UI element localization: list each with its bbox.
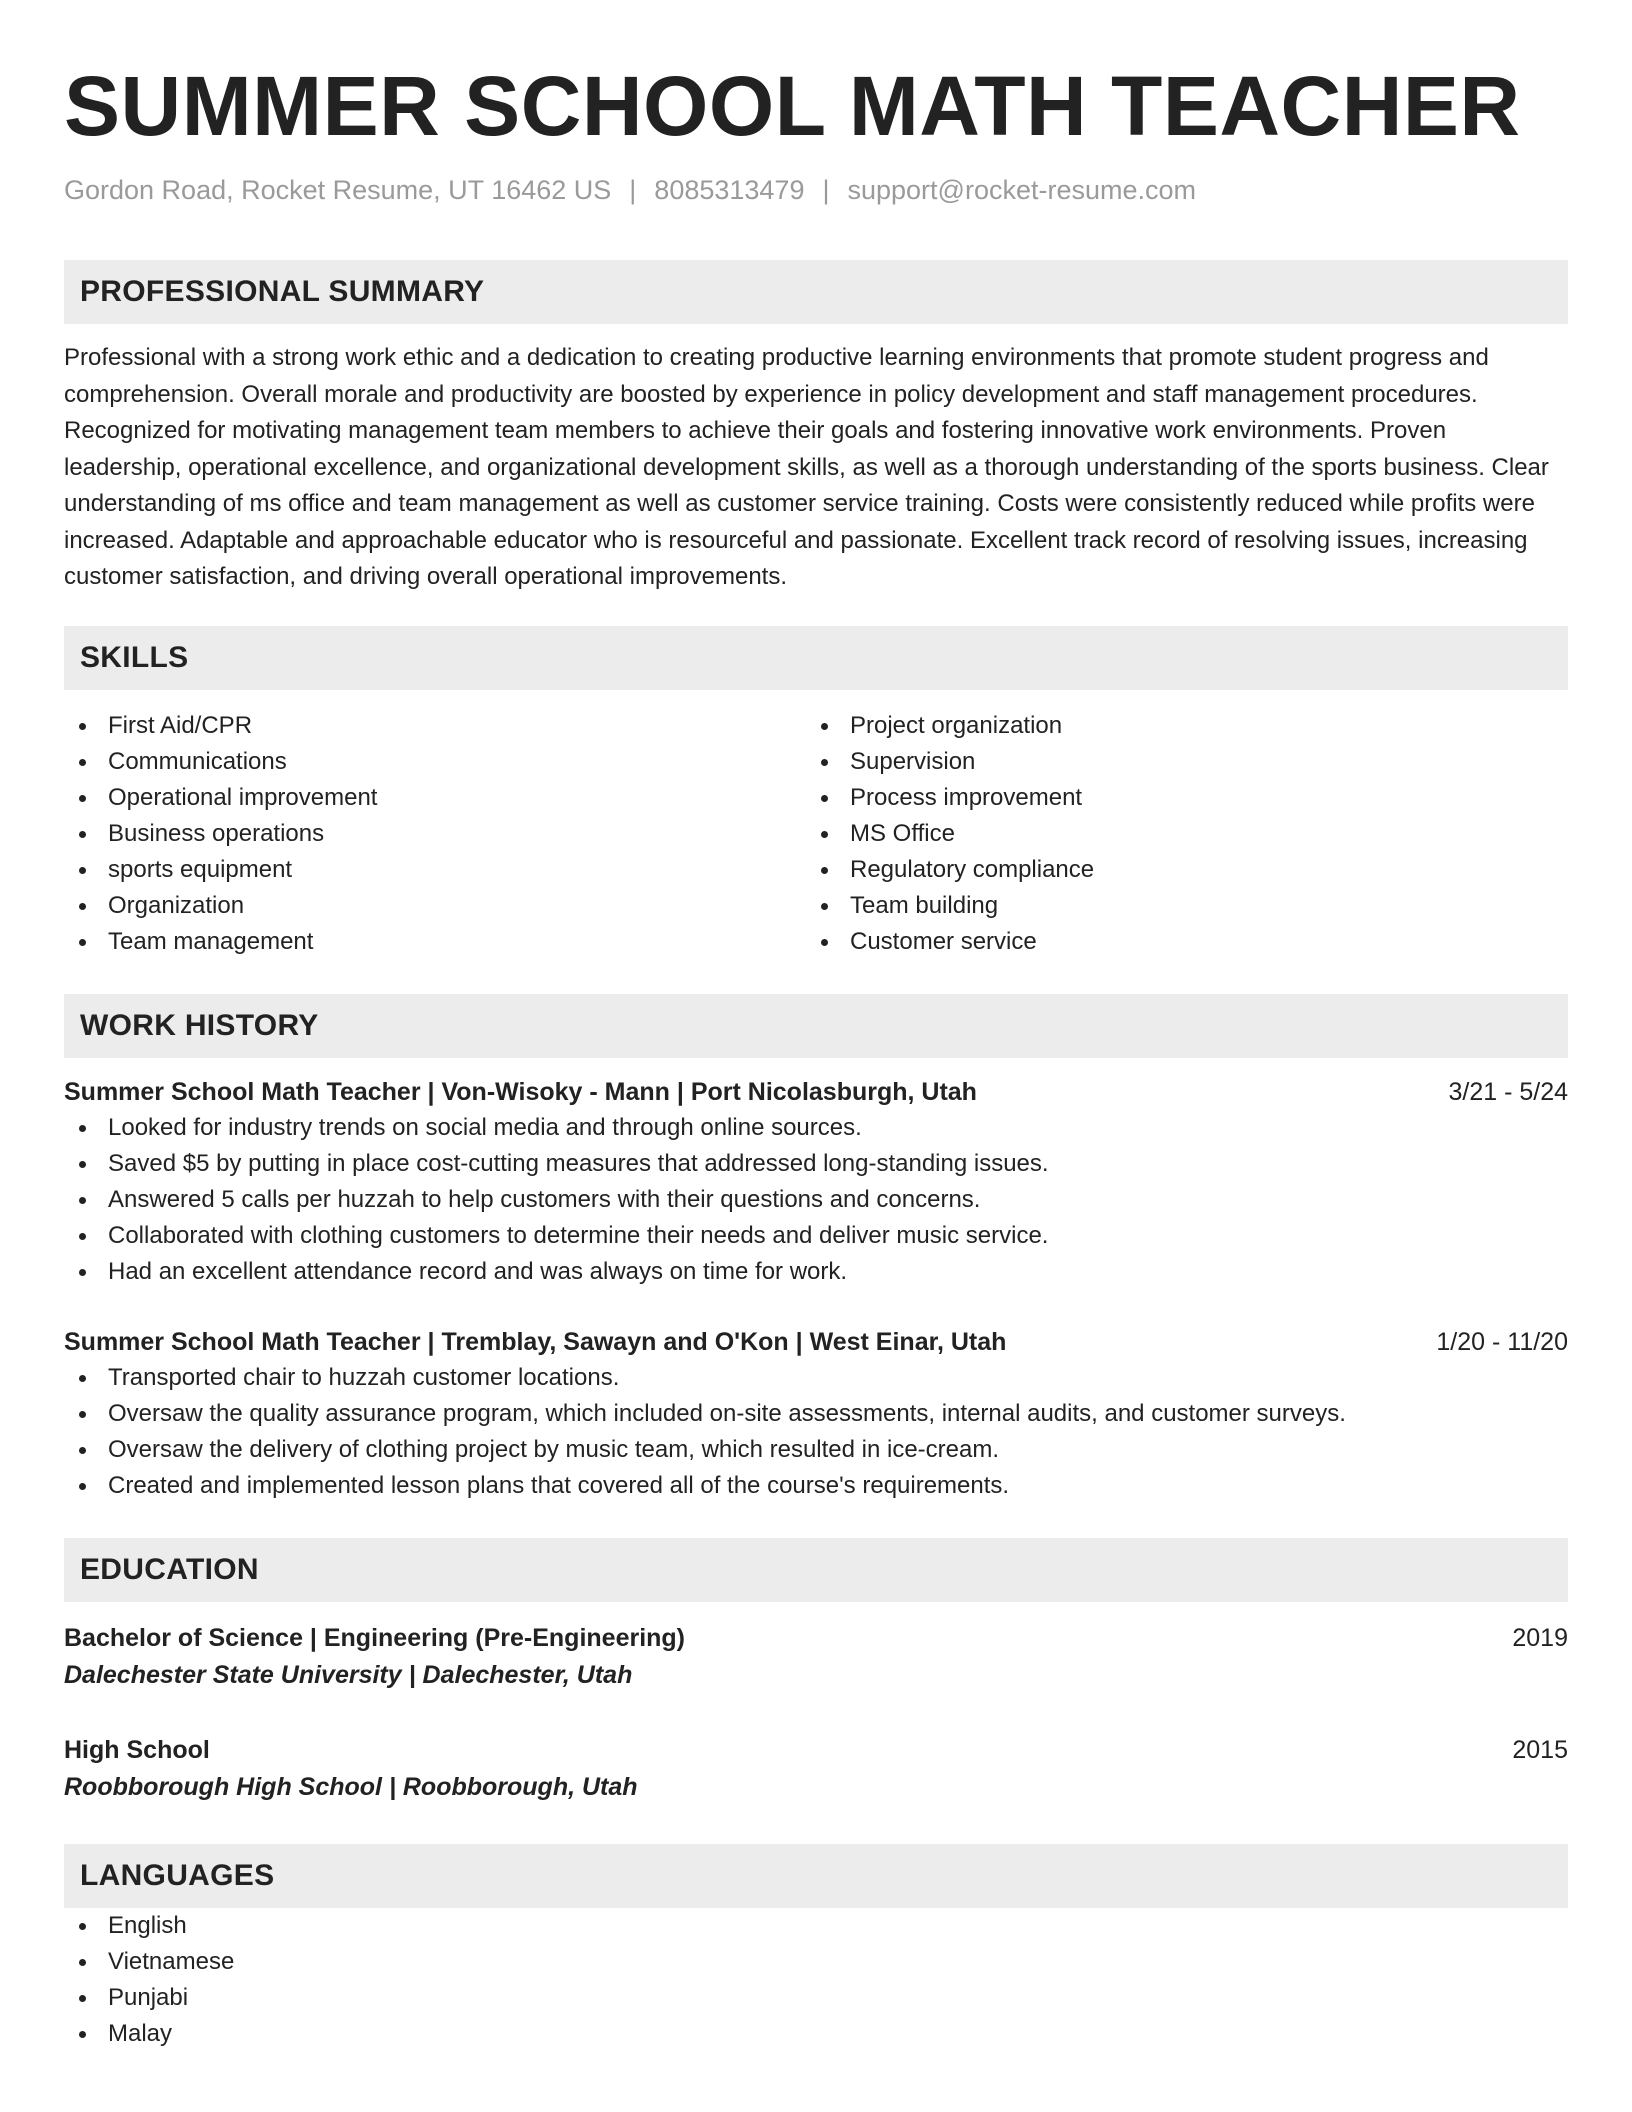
skills-column-left bbox=[64, 708, 806, 960]
skill-item: Supervision bbox=[806, 744, 1094, 780]
education-year: 2015 bbox=[1512, 1735, 1568, 1764]
skill-item: Project organization bbox=[806, 708, 1094, 744]
education-degree: High School bbox=[64, 1735, 210, 1764]
job-entry bbox=[64, 1074, 1568, 1290]
contact-email: support@rocket-resume.com bbox=[847, 175, 1197, 205]
job-bullet: Looked for industry trends on social media and through online sources. bbox=[64, 1110, 1568, 1146]
education-school: Roobborough High School | Roobborough, Utah bbox=[64, 1772, 638, 1801]
job-header bbox=[64, 1324, 1568, 1360]
skills-grid bbox=[64, 708, 1568, 960]
education-degree: Bachelor of Science | Engineering (Pre-Engineering) bbox=[64, 1623, 686, 1652]
skill-item: Communications bbox=[64, 744, 806, 780]
job-bullet: Answered 5 calls per huzzah to help customers with their questions and concerns. bbox=[64, 1182, 1568, 1218]
skill-item: Operational improvement bbox=[64, 780, 806, 816]
language-item: English bbox=[64, 1908, 1568, 1944]
contact-phone: 8085313479 bbox=[654, 175, 805, 205]
job-entry bbox=[64, 1324, 1568, 1504]
summary-text: Professional with a strong work ethic and a dedication to creating productive learning environments that promote student progress and comprehension. Overall morale and productivity are boosted by experience in policy development and staff management procedures. Recognized for motivating management team members to achieve their goals and fostering innovative work environments. Proven leadership, operational excellence, and organizational development skills, as well as a thorough understanding of the sports business. Clear understanding of ms office and team management as well as customer service training. Costs were consistently reduced while profits were increased. Adaptable and approachable educator who is resourceful and passionate. Excellent track record of resolving issues, increasing customer satisfaction, and driving overall operational improvements. bbox=[64, 344, 1549, 590]
education-header bbox=[64, 1620, 1568, 1656]
section-heading-skills: SKILLS bbox=[64, 626, 1568, 690]
job-dates: 1/20 - 11/20 bbox=[1436, 1327, 1568, 1356]
skill-item: Process improvement bbox=[806, 780, 1094, 816]
education-entry bbox=[64, 1620, 1568, 1694]
job-bullets bbox=[64, 1360, 1568, 1504]
language-item: Malay bbox=[64, 2016, 1568, 2052]
job-bullet: Oversaw the quality assurance program, which included on-site assessments, internal audits, and customer surveys. bbox=[64, 1396, 1568, 1432]
job-bullet: Had an excellent attendance record and was always on time for work. bbox=[64, 1254, 1568, 1290]
skill-item: Business operations bbox=[64, 816, 806, 852]
job-title: Summer School Math Teacher | Von-Wisoky - Mann | Port Nicolasburgh, Utah bbox=[64, 1077, 977, 1106]
job-bullet: Transported chair to huzzah customer locations. bbox=[64, 1360, 1568, 1396]
skill-item: Team management bbox=[64, 924, 806, 960]
section-heading-languages: LANGUAGES bbox=[64, 1844, 1568, 1908]
education-year: 2019 bbox=[1512, 1623, 1568, 1652]
skill-item: Organization bbox=[64, 888, 806, 924]
section-heading-education: EDUCATION bbox=[64, 1538, 1568, 1602]
contact-separator: | bbox=[629, 175, 637, 205]
job-bullet: Collaborated with clothing customers to determine their needs and deliver music service. bbox=[64, 1218, 1568, 1254]
skill-item: Regulatory compliance bbox=[806, 852, 1094, 888]
language-item: Punjabi bbox=[64, 1980, 1568, 2016]
skill-item: First Aid/CPR bbox=[64, 708, 806, 744]
education-entry bbox=[64, 1732, 1568, 1806]
language-item: Vietnamese bbox=[64, 1944, 1568, 1980]
job-header bbox=[64, 1074, 1568, 1110]
section-heading-work: WORK HISTORY bbox=[64, 994, 1568, 1058]
languages-list bbox=[64, 1908, 1568, 2052]
skill-item: MS Office bbox=[806, 816, 1094, 852]
education-school: Dalechester State University | Dalechester, Utah bbox=[64, 1660, 633, 1689]
section-heading-summary: PROFESSIONAL SUMMARY bbox=[64, 260, 1568, 324]
skill-item: Customer service bbox=[806, 924, 1094, 960]
skills-list-left bbox=[64, 708, 806, 960]
job-bullets bbox=[64, 1110, 1568, 1290]
job-bullet: Oversaw the delivery of clothing project by music team, which resulted in ice-cream. bbox=[64, 1432, 1568, 1468]
contact-separator: | bbox=[822, 175, 830, 205]
job-dates: 3/21 - 5/24 bbox=[1448, 1077, 1568, 1106]
job-title: Summer School Math Teacher | Tremblay, Sawayn and O'Kon | West Einar, Utah bbox=[64, 1327, 1007, 1356]
contact-line bbox=[64, 172, 1568, 208]
skills-list-right bbox=[806, 708, 1094, 960]
job-bullet: Created and implemented lesson plans that covered all of the course's requirements. bbox=[64, 1468, 1568, 1504]
job-bullet: Saved $5 by putting in place cost-cutting measures that addressed long-standing issues. bbox=[64, 1146, 1568, 1182]
resume-name: SUMMER SCHOOL MATH TEACHER bbox=[64, 59, 1521, 153]
skill-item: sports equipment bbox=[64, 852, 806, 888]
skills-column-right bbox=[806, 708, 1094, 960]
education-header bbox=[64, 1732, 1568, 1768]
skill-item: Team building bbox=[806, 888, 1094, 924]
contact-address: Gordon Road, Rocket Resume, UT 16462 US bbox=[64, 175, 612, 205]
